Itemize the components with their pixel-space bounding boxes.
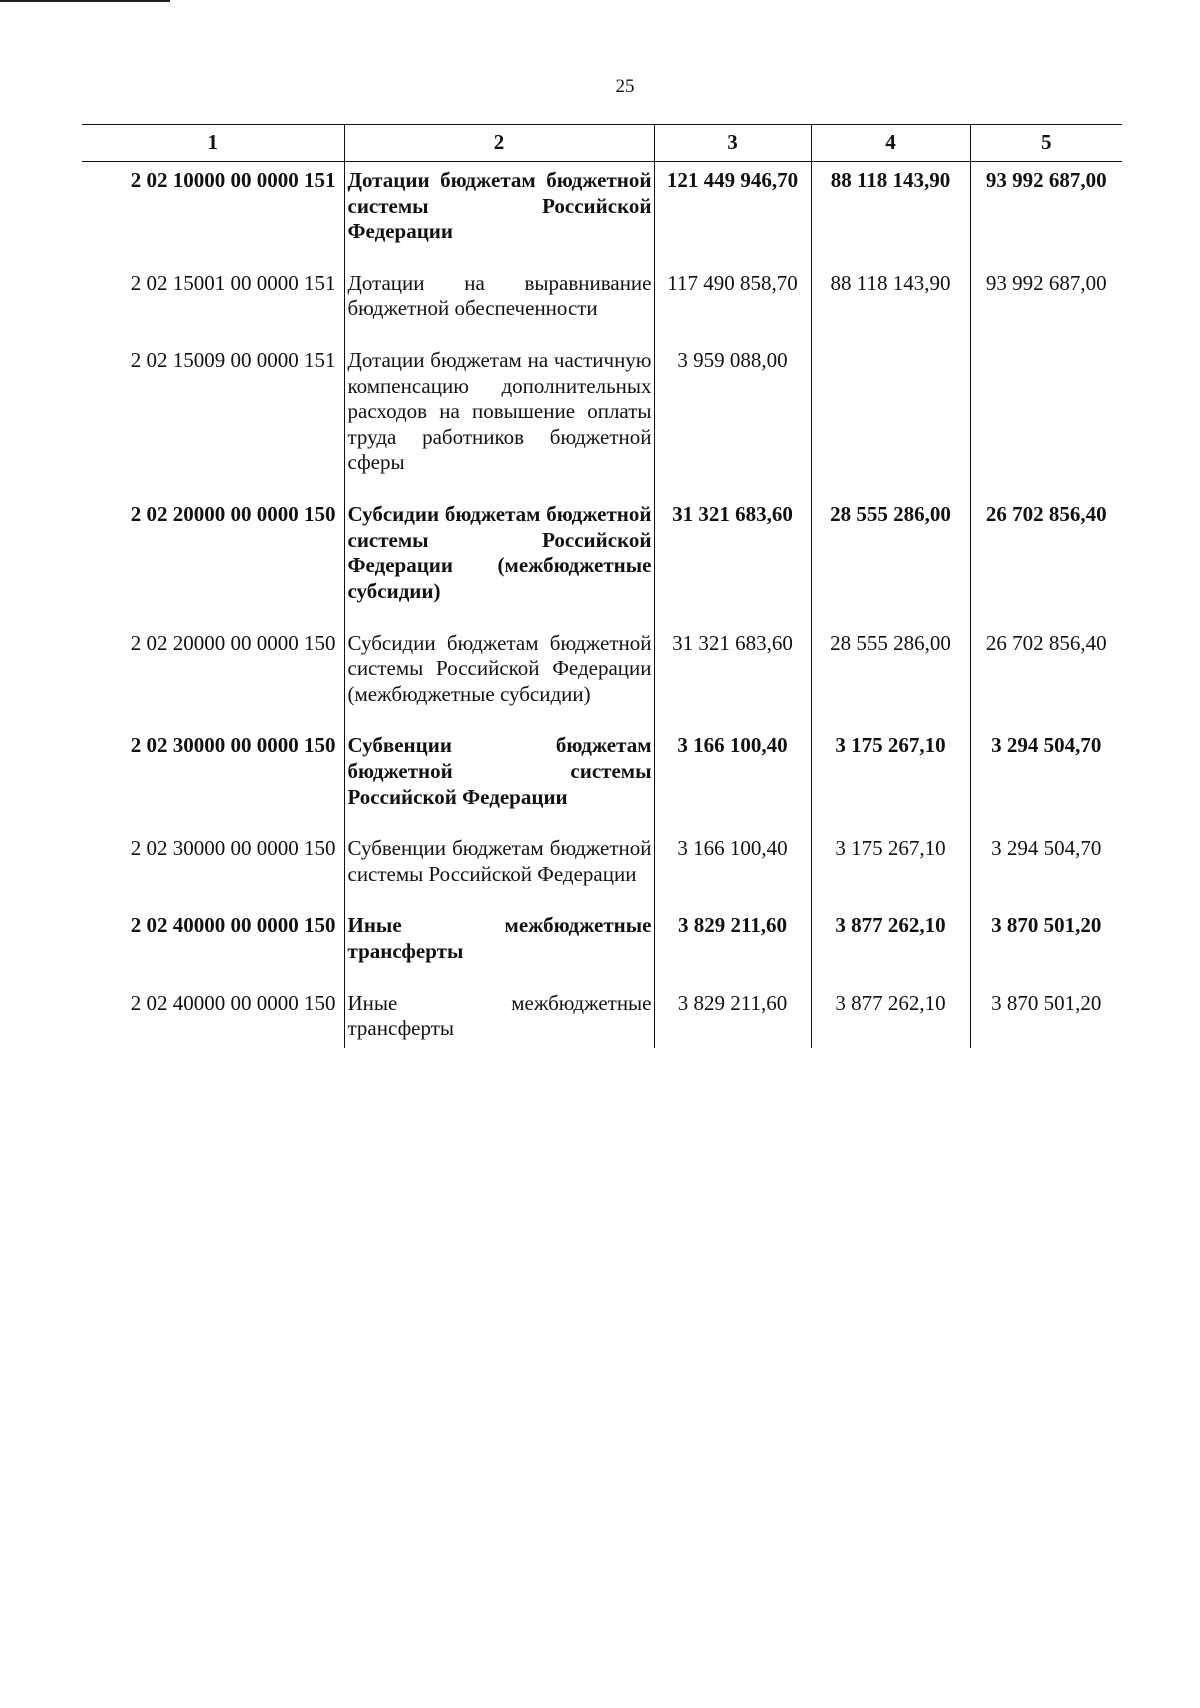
revenue-name: Субвенции бюджетам бюджетной системы Российской Федерации: [344, 830, 654, 907]
budget-code: 2 02 30000 00 0000 150: [82, 727, 344, 830]
budget-code: 2 02 40000 00 0000 150: [82, 985, 344, 1048]
amount-col-3: 3 829 211,60: [654, 907, 811, 984]
amount-col-5: 3 870 501,20: [970, 985, 1122, 1048]
budget-code: 2 02 30000 00 0000 150: [82, 830, 344, 907]
revenue-name: Иные межбюджетные трансферты: [344, 907, 654, 984]
column-header-5: 5: [970, 125, 1122, 162]
amount-col-4: 3 877 262,10: [811, 907, 970, 984]
amount-col-5: 3 294 504,70: [970, 830, 1122, 907]
budget-code: 2 02 20000 00 0000 150: [82, 496, 344, 624]
table-row: [82, 162, 1122, 265]
budget-code: 2 02 15009 00 0000 151: [82, 342, 344, 496]
column-header-1: 1: [82, 125, 344, 162]
column-header-3: 3: [654, 125, 811, 162]
amount-col-3: 121 449 946,70: [654, 162, 811, 265]
revenue-name: Дотации на выравнивание бюджетной обеспеченности: [344, 265, 654, 342]
amount-col-3: 31 321 683,60: [654, 625, 811, 728]
revenue-name: Субвенции бюджетам бюджетной системы Российской Федерации: [344, 727, 654, 830]
amount-col-4: 3 175 267,10: [811, 830, 970, 907]
amount-col-5: 26 702 856,40: [970, 496, 1122, 624]
amount-col-5: 26 702 856,40: [970, 625, 1122, 728]
table-row: [82, 907, 1122, 984]
amount-col-4: 28 555 286,00: [811, 625, 970, 728]
amount-col-5: 3 294 504,70: [970, 727, 1122, 830]
scan-edge-line: [0, 0, 170, 2]
revenue-name: Иные межбюджетные трансферты: [344, 985, 654, 1048]
amount-col-3: 3 829 211,60: [654, 985, 811, 1048]
revenue-name: Дотации бюджетам на частичную компенсацию дополнительных расходов на повышение оплаты труда работников бюджетной сферы: [344, 342, 654, 496]
amount-col-3: 117 490 858,70: [654, 265, 811, 342]
amount-col-3: 3 166 100,40: [654, 727, 811, 830]
amount-col-5: 93 992 687,00: [970, 265, 1122, 342]
header-row: [82, 125, 1122, 162]
amount-col-4: 3 877 262,10: [811, 985, 970, 1048]
amount-col-5: 93 992 687,00: [970, 162, 1122, 265]
table-row: [82, 496, 1122, 624]
amount-col-5: [970, 342, 1122, 496]
table-row: [82, 625, 1122, 728]
amount-col-5: 3 870 501,20: [970, 907, 1122, 984]
table-row: [82, 985, 1122, 1048]
amount-col-3: 3 166 100,40: [654, 830, 811, 907]
revenue-name: Субсидии бюджетам бюджетной системы Российской Федерации (межбюджетные субсидии): [344, 496, 654, 624]
budget-code: 2 02 20000 00 0000 150: [82, 625, 344, 728]
budget-code: 2 02 15001 00 0000 151: [82, 265, 344, 342]
revenue-name: Дотации бюджетам бюджетной системы Российской Федерации: [344, 162, 654, 265]
table-row: [82, 342, 1122, 496]
amount-col-3: 3 959 088,00: [654, 342, 811, 496]
table-row: [82, 265, 1122, 342]
table-row: [82, 727, 1122, 830]
amount-col-4: [811, 342, 970, 496]
amount-col-4: 3 175 267,10: [811, 727, 970, 830]
amount-col-4: 28 555 286,00: [811, 496, 970, 624]
budget-code: 2 02 10000 00 0000 151: [82, 162, 344, 265]
budget-revenue-table: [82, 124, 1122, 1048]
amount-col-4: 88 118 143,90: [811, 265, 970, 342]
amount-col-3: 31 321 683,60: [654, 496, 811, 624]
budget-code: 2 02 40000 00 0000 150: [82, 907, 344, 984]
column-header-4: 4: [811, 125, 970, 162]
table-row: [82, 830, 1122, 907]
column-header-2: 2: [344, 125, 654, 162]
amount-col-4: 88 118 143,90: [811, 162, 970, 265]
revenue-name: Субсидии бюджетам бюджетной системы Российской Федерации (межбюджетные субсидии): [344, 625, 654, 728]
page-number: 25: [615, 76, 635, 97]
